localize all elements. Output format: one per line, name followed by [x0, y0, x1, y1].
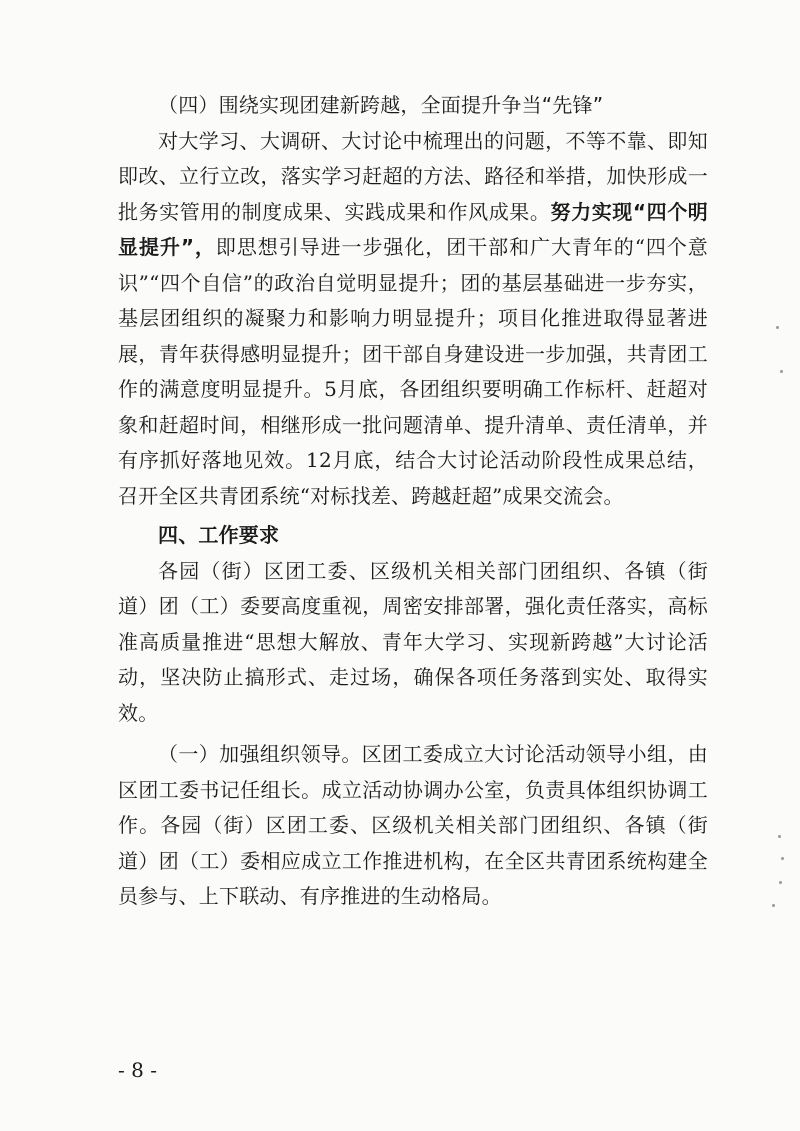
scan-speck	[772, 904, 775, 907]
scan-speck	[780, 370, 783, 373]
scan-speck	[781, 857, 784, 860]
scan-speck	[779, 881, 782, 884]
section-four-text-part2: 即思想引导进一步强化，团干部和广大青年的“四个意识”“四个自信”的政治自觉明显提升；团的基层基础进一步夯实，基层团组织的凝聚力和影响力明显提升；项目化推进取得显著进展，青年获得感明显提升；团干部自身建设进一步加强，共青团工作的满意度明显提升。5月底，各团组织要明确工作标杆、赶超对象和赶超时间，相继形成一批问题清单、提升清单、责任清单，并有序抓好落地见效。12月底，结合大讨论活动阶段性成果总结，召开全区共青团系统“对标找差、跨越赶超”成果交流会。	[118, 235, 708, 508]
item-one-paragraph	[118, 731, 708, 915]
document-body	[118, 88, 708, 915]
section-four-text-part1: 对大学习、大调研、大讨论中梳理出的问题，不等不靠、即知即改、立行立改，落实学习赶超的方法、路径和举措，加快形成一批务实管用的制度成果、实践成果和作风成果。	[118, 128, 708, 224]
item-one-lead: （一）加强组织领导。	[158, 742, 362, 766]
section-four-paragraph	[118, 124, 708, 515]
scan-speck	[776, 326, 779, 329]
section-four-bold-text: 努力实现“四个明显提升”，	[118, 199, 709, 259]
section-four-heading: （四）围绕实现团建新跨越，全面提升争当“先锋”	[158, 93, 604, 117]
item-one-text: 区团工委成立大讨论活动领导小组，由区团工委书记任组长。成立活动协调办公室，负责具体组织协调工作。各园（街）区团工委、区级机关相关部门团组织、各镇（街道）团（工）委相应成立工作推进机构，在全区共青团系统构建全员参与、上下联动、有序推进的生动格局。	[118, 742, 709, 908]
part-four-paragraph: 各园（街）区团工委、区级机关相关部门团组织、各镇（街道）团（工）委要高度重视，周密安排部署，强化责任落实，高标准高质量推进“思想大解放、青年大学习、实现新跨越”大讨论活动，坚决防止搞形式、走过场，确保各项任务落到实处、取得实效。	[118, 558, 708, 725]
part-four-heading: 四、工作要求	[158, 523, 280, 547]
scan-speck	[778, 835, 781, 838]
page-number: - 8 -	[118, 1058, 157, 1082]
